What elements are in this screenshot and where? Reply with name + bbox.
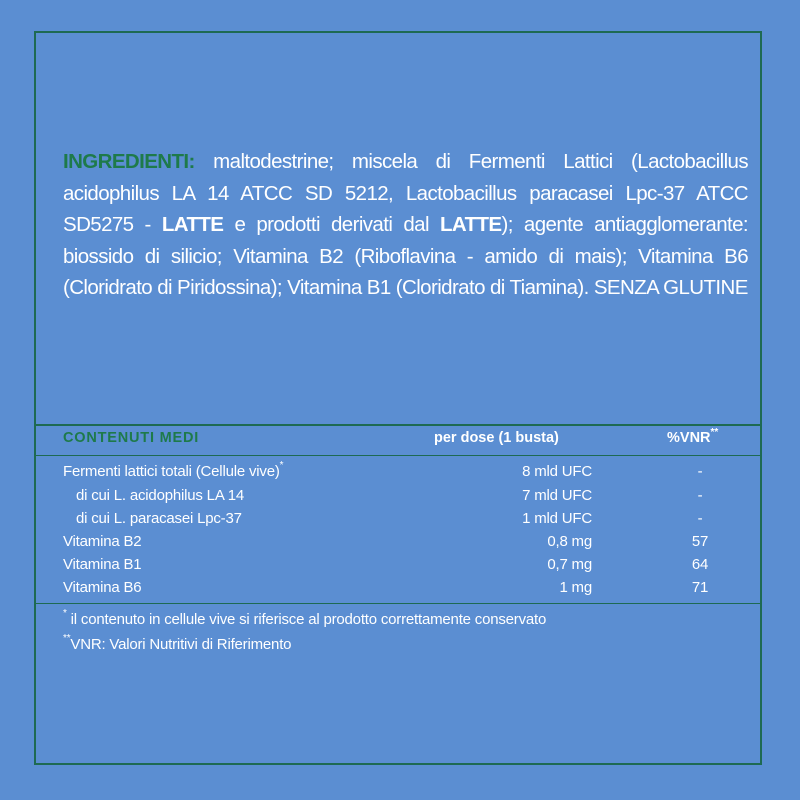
ingredients-text: ); agente antiagglomerante: biossido di silicio; Vitamina B2 (Riboflavina - amido di mais); Vitamina B6 (Cloridrato di Piridossina); Vitamina B1 (Cloridrato di Tiamina). SENZA GLUTINE (63, 213, 748, 299)
nutrient-vnr: - (697, 463, 703, 480)
table-top-divider (36, 424, 760, 426)
nutrient-vnr: - (697, 487, 703, 504)
header-per-dose: per dose (1 busta) (434, 430, 559, 446)
nutrient-value: 0,8 mg (547, 533, 592, 550)
nutrient-value: 0,7 mg (547, 556, 592, 573)
nutrient-value: 1 mg (559, 579, 592, 596)
nutrient-name: Fermenti lattici totali (Cellule vive)* (63, 460, 284, 480)
table-row (0, 510, 800, 530)
nutrient-name: di cui L. paracasei Lpc-37 (76, 510, 242, 527)
header-vnr: %VNR** (667, 427, 719, 446)
nutrient-value: 7 mld UFC (522, 487, 592, 504)
label-frame (34, 31, 762, 765)
ingredients-paragraph (63, 146, 748, 304)
table-row (0, 460, 800, 483)
nutrient-name: Vitamina B6 (63, 579, 142, 596)
header-contenuti-medi: CONTENUTI MEDI (63, 430, 200, 446)
nutrient-name: di cui L. acidophilus LA 14 (76, 487, 245, 504)
nutrient-name: Vitamina B2 (63, 533, 142, 550)
footnote-cellule-vive: * il contenuto in cellule vive si riferisce al prodotto correttamente conservato (63, 608, 547, 628)
ingredients-text: e prodotti derivati dal (223, 213, 440, 236)
allergen-milk: LATTE (439, 213, 502, 236)
nutrient-vnr: - (697, 510, 703, 527)
table-row (0, 533, 800, 553)
header-divider (36, 455, 760, 456)
ingredients-text: maltodestrine; miscela di Fermenti Lattici (Lactobacillus acidophilus LA 14 ATCC SD 5212, Lactobacillus paracasei Lpc-37 ATCC SD5275 - (63, 150, 748, 236)
nutrient-value: 1 mld UFC (522, 510, 592, 527)
nutrient-vnr: 64 (691, 556, 709, 573)
table-row (0, 556, 800, 576)
ingredients-label: INGREDIENTI: (63, 150, 195, 173)
nutrient-vnr: 57 (691, 533, 709, 550)
table-row (0, 487, 800, 507)
nutrient-vnr: 71 (691, 579, 709, 596)
allergen-milk: LATTE (161, 213, 224, 236)
nutrient-name: Vitamina B1 (63, 556, 142, 573)
footnote-vnr: **VNR: Valori Nutritivi di Riferimento (63, 633, 292, 653)
table-row (0, 579, 800, 599)
footnote-divider (36, 603, 760, 604)
nutrient-value: 8 mld UFC (522, 463, 592, 480)
